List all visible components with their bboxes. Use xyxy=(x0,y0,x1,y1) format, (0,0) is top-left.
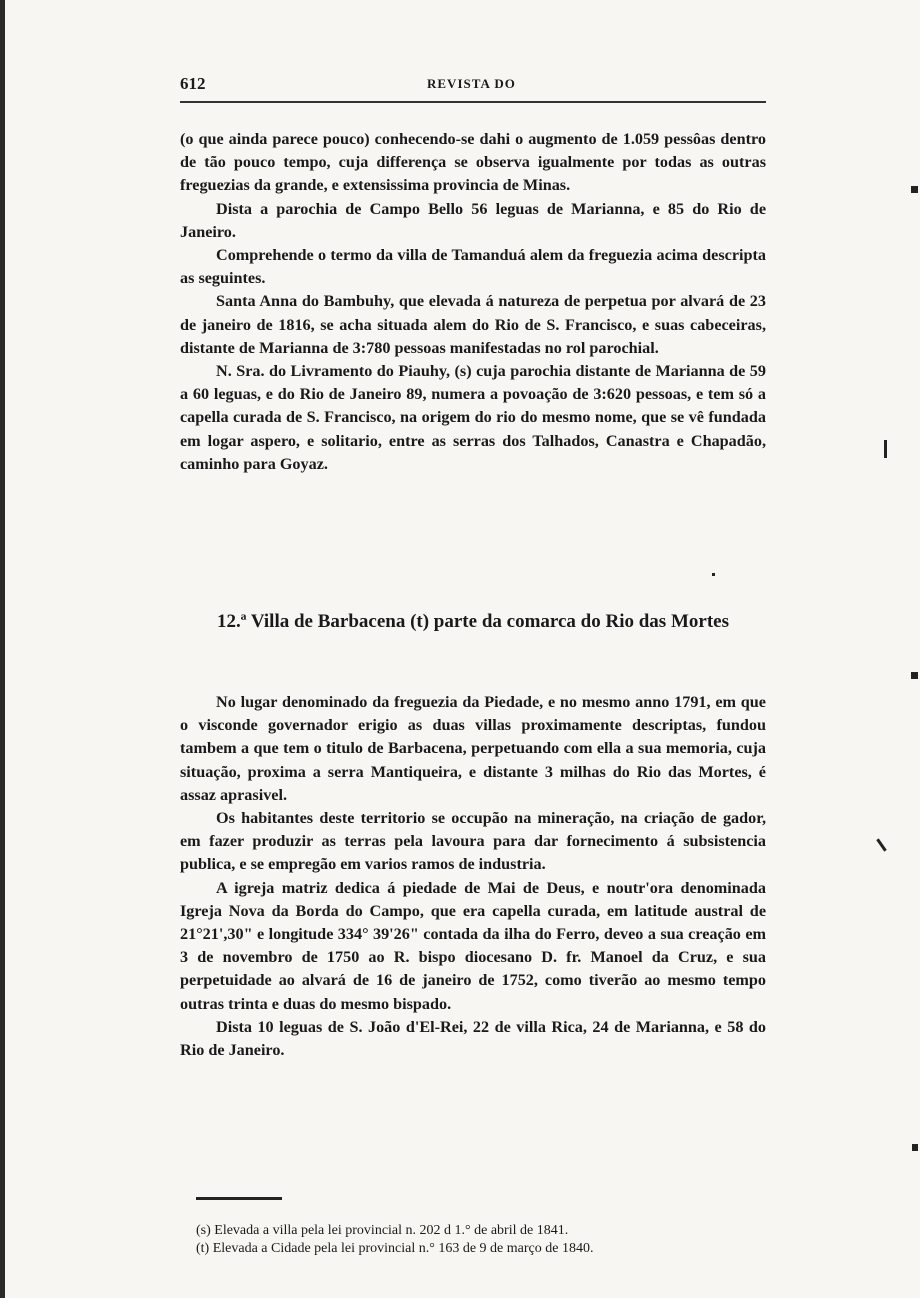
paragraph: A igreja matriz dedica á piedade de Mai de Deus, e noutr'ora denominada Igreja Nova da Borda do Campo, que era capella curada, em latitude austral de 21°21',30" e longitude 334° 39'26" contada da ilha do Ferro, deveo a sua creação em 3 de novembro de 1750 ao R. bispo diocesano D. fr. Manoel da Cruz, e sua perpetuidade ao alvará de 16 de janeiro de 1752, como tiverão ao mesmo tempo outras trinta e duas do mesmo bispado. xyxy=(180,878,766,1013)
section-heading: 12.ª Villa de Barbacena (t) parte da comarca do Rio das Mortes xyxy=(217,611,729,632)
paragraph: Dista a parochia de Campo Bello 56 leguas de Marianna, e 85 do Rio de Janeiro. xyxy=(180,199,766,241)
margin-mark xyxy=(911,672,918,679)
footnote: (t) Elevada a Cidade pela lei provincial n.° 163 de 9 de março de 1840. xyxy=(196,1241,594,1256)
margin-mark xyxy=(876,838,886,851)
paragraph: Os habitantes deste territorio se occupão na mineração, na criação de gador, em fazer produzir as terras pela lavoura para dar fornecimento á subsistencia publica, e se empregão em varios ramos de industria. xyxy=(180,809,766,874)
paragraph: Dista 10 leguas de S. João d'El-Rei, 22 de villa Rica, 24 de Marianna, e 58 do Rio de Janeiro. xyxy=(180,1017,766,1060)
running-title: REVISTA DO xyxy=(427,76,516,91)
lower-text xyxy=(180,691,766,1062)
paragraph: Comprehende o termo da villa de Tamanduá alem da freguezia acima descripta as seguintes. xyxy=(180,246,766,288)
header-rule xyxy=(180,101,766,103)
margin-mark xyxy=(912,1144,918,1151)
paragraph: N. Sra. do Livramento do Piauhy, (s) cuja parochia distante de Marianna de 59 a 60 leguas, e do Rio de Janeiro 89, numera a povoação de 3:620 pessoas, e tem só a capella curada de S. Francisco, na origem do rio do mesmo nome, que se vê fundada em logar aspero, e solitario, entre as serras dos Talhados, Canastra e Chapadão, caminho para Goyaz. xyxy=(180,362,766,473)
footnotes xyxy=(196,1222,766,1258)
page-binding-edge xyxy=(0,0,5,1298)
margin-mark xyxy=(911,186,918,193)
margin-mark xyxy=(884,440,887,458)
page-header xyxy=(180,74,766,98)
footnote-rule xyxy=(196,1197,282,1200)
page-number: 612 xyxy=(180,74,206,93)
paragraph: (o que ainda parece pouco) conhecendo-se dahi o augmento de 1.059 pessôas dentro de tão pouco tempo, cuja differença se observa igualmente por todas as outras freguezias da grande, e extensissima provincia de Minas. xyxy=(180,130,766,195)
paragraph: No lugar denominado da freguezia da Piedade, e no mesmo anno 1791, em que o visconde governador erigio as duas villas proximamente descriptas, fundou tambem a que tem o titulo de Barbacena, perpetuando com ella a sua memoria, cuja situação, proxima a serra Mantiqueira, e distante 3 milhas do Rio das Mortes, é assaz aprasivel. xyxy=(180,693,766,804)
upper-text xyxy=(180,128,766,476)
margin-mark xyxy=(712,573,715,576)
paragraph: Santa Anna do Bambuhy, que elevada á natureza de perpetua por alvará de 23 de janeiro de 1816, se acha situada alem do Rio de S. Francisco, e suas cabeceiras, distante de Marianna de 3:780 pessoas manifestadas no rol parochial. xyxy=(180,292,766,357)
footnote: (s) Elevada a villa pela lei provincial n. 202 d 1.° de abril de 1841. xyxy=(196,1223,569,1238)
